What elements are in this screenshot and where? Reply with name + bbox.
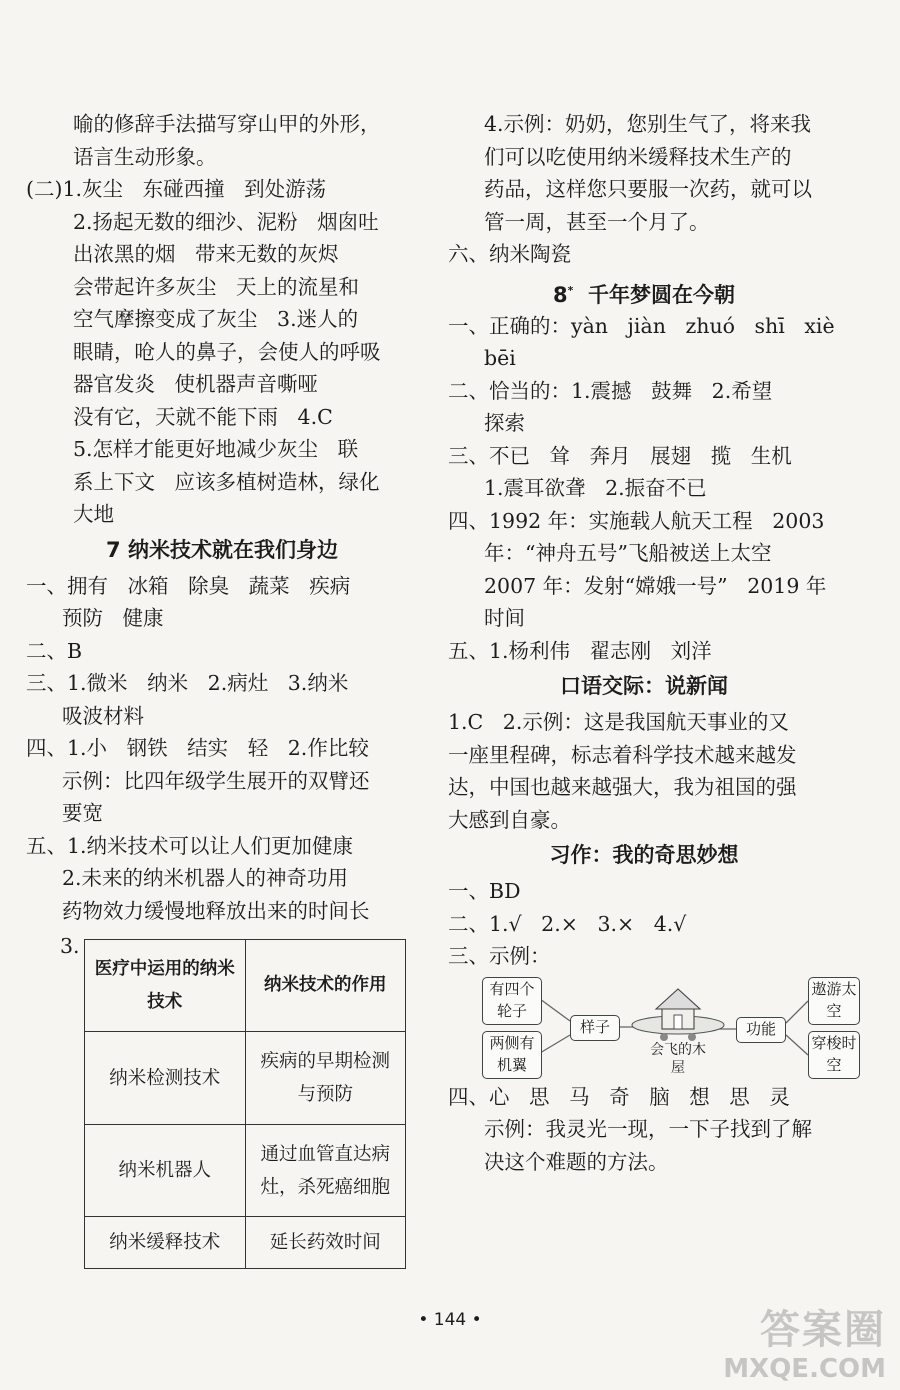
text-line: 4.示例：奶奶，您别生气了，将来我: [484, 112, 812, 136]
text-line: 管一周，甚至一个月了。: [484, 209, 710, 234]
text-line: 语言生动形象。: [73, 144, 217, 169]
text-line: 探索: [484, 411, 525, 435]
text-line: 们可以吃使用纳米缓释技术生产的: [484, 144, 792, 169]
text-line: 出浓黑的烟 带来无数的灰烬: [73, 242, 339, 266]
table-row: [85, 1124, 406, 1216]
text-line: 三、不已 耸 奔月 展翅 揽 生机: [448, 443, 792, 468]
lesson-number: 8: [552, 282, 568, 307]
text-line: 器官发炎 使机器声音嘶哑: [73, 372, 319, 396]
lesson-7-title: 7 纳米技术就在我们身边: [106, 537, 338, 562]
table-header-cell: 纳米技术的作用: [245, 940, 406, 1032]
text-line: 2007 年：发射“嫦娥一号” 2019 年: [484, 573, 827, 598]
text-line: 5.怎样才能更好地减少灰尘 联: [73, 437, 359, 461]
table-cell: 通过血管直达病灶，杀死癌细胞: [245, 1124, 406, 1216]
diagram-box: 穿梭时空: [808, 1031, 860, 1079]
text-line: 会带起许多灰尘 天上的流星和: [73, 274, 360, 299]
watermark-line: MXQE.COM: [723, 1354, 886, 1384]
text-line: 一、正确的：yàn jiàn zhuó shī xiè: [448, 313, 835, 338]
text-line: 大地: [73, 502, 114, 526]
lesson-title-text: 千年梦圆在今朝: [588, 282, 735, 307]
nano-table-block: [26, 931, 418, 1271]
text-line: 系上下文 应该多植树造林，绿化: [73, 469, 380, 494]
text-line: 没有它，天就不能下雨 4.C: [73, 404, 333, 429]
right-column: [448, 108, 857, 1178]
text-line: 药品，这样您只要服一次药，就可以: [484, 177, 812, 201]
table-cell: 纳米机器人: [85, 1124, 246, 1216]
text-line: 五、1.纳米技术可以让人们更加健康: [26, 833, 354, 858]
text-line: bēi: [484, 346, 516, 370]
text-line: 决这个难题的方法。: [484, 1149, 669, 1174]
page-number: • 144 •: [418, 1310, 482, 1330]
text-line: 示例：我灵光一现，一下子找到了解: [484, 1117, 812, 1141]
table-row: [85, 1217, 406, 1269]
text-line: 药物效力缓慢地释放出来的时间长: [62, 898, 370, 923]
star-mark: *: [567, 283, 574, 297]
text-line: 眼睛，呛人的鼻子，会使人的呼吸: [73, 339, 381, 364]
item-number: 3.: [60, 934, 80, 958]
text-line: 年：“神舟五号”飞船被送上太空: [484, 541, 772, 565]
text-line: 一座里程碑，标志着科学技术越来越发: [448, 742, 797, 767]
text-line: 空气摩擦变成了灰尘 3.迷人的: [73, 307, 359, 331]
text-line: 时间: [484, 606, 525, 630]
table-row: [85, 1032, 406, 1124]
house-icon: [632, 989, 724, 1041]
table-cell: 延长药效时间: [245, 1217, 406, 1269]
text-line: 五、1.杨利伟 翟志刚 刘洋: [448, 638, 712, 663]
text-line: 示例：比四年级学生展开的双臂还: [62, 768, 370, 793]
text-line: 2.扬起无数的细沙、泥粉 烟囱吐: [73, 209, 379, 234]
watermark-line: 答案圈: [760, 1307, 886, 1353]
table-cell: 纳米缓释技术: [85, 1217, 246, 1269]
nano-tech-table: [84, 939, 406, 1269]
diagram-box: 有四个轮子: [482, 977, 542, 1025]
text-line: (二)1.灰尘 东碰西撞 到处游荡: [26, 177, 327, 201]
text-line: 三、示例：: [448, 944, 551, 968]
text-line: 六、纳米陶瓷: [448, 242, 571, 266]
text-line: 预防 健康: [62, 606, 164, 630]
lesson-8-title: [448, 271, 840, 310]
writing-title: 习作：我的奇思妙想: [549, 843, 739, 867]
table-header-cell: 医疗中运用的纳米技术: [85, 940, 246, 1032]
text-line: 要宽: [62, 801, 103, 825]
table-header-row: [85, 940, 406, 1032]
text-line: 一、BD: [448, 879, 521, 903]
text-line: 1.震耳欲聋 2.振奋不已: [484, 476, 707, 500]
left-column: [26, 108, 418, 1271]
diagram-box: 遨游太空: [808, 977, 860, 1025]
text-line: 达，中国也越来越强大，我为祖国的强: [448, 775, 797, 799]
text-line: 一、拥有 冰箱 除臭 蔬菜 疾病: [26, 573, 351, 598]
text-line: 三、1.微米 纳米 2.病灶 3.纳米: [26, 671, 349, 695]
diagram-link-box: 功能: [736, 1017, 786, 1043]
text-line: 四、1992 年：实施载人航天工程 2003: [448, 508, 825, 533]
text-line: 大感到自豪。: [448, 807, 571, 832]
text-line: 二、B: [26, 638, 83, 663]
text-line: 二、1.√ 2.× 3.× 4.√: [448, 911, 687, 936]
text-line: 喻的修辞手法描写穿山甲的外形，: [73, 112, 381, 136]
oral-title: 口语交际：说新闻: [560, 674, 728, 698]
diagram-center-label: 会飞的木屋: [650, 1041, 706, 1076]
diagram-box: 两侧有机翼: [482, 1031, 542, 1079]
text-line: 1.C 2.示例：这是我国航天事业的又: [448, 710, 789, 734]
diagram-link-box: 样子: [570, 1015, 620, 1041]
text-line: 二、恰当的：1.震撼 鼓舞 2.希望: [448, 378, 773, 403]
watermark-logo: [686, 1306, 886, 1384]
mind-map-diagram: [478, 977, 857, 1081]
table-cell: 疾病的早期检测与预防: [245, 1032, 406, 1124]
table-cell: 纳米检测技术: [85, 1032, 246, 1124]
text-line: 吸波材料: [62, 703, 144, 728]
text-line: 2.未来的纳米机器人的神奇功用: [62, 866, 349, 890]
text-line: 四、1.小 钢铁 结实 轻 2.作比较: [26, 736, 369, 760]
text-line: 四、心 思 马 奇 脑 想 思 灵: [448, 1084, 790, 1109]
